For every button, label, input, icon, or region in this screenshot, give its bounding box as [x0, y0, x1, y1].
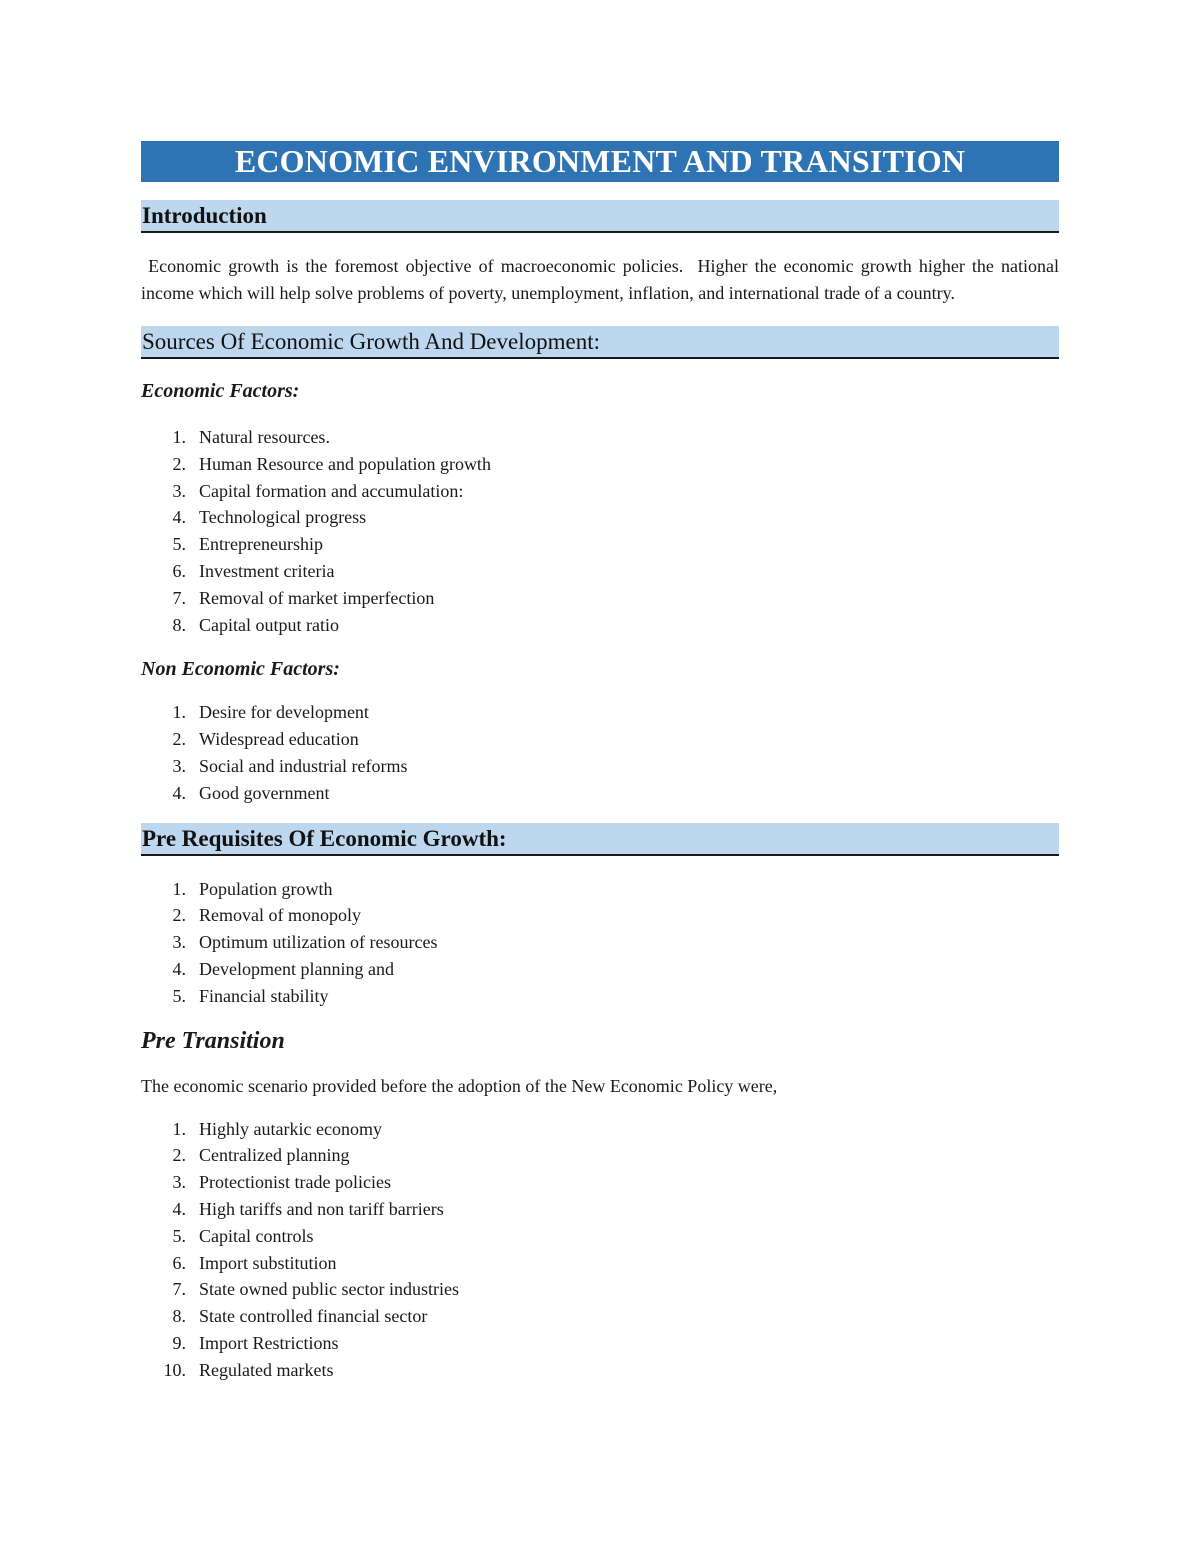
list-item	[141, 478, 1059, 505]
economic-factors-heading: Economic Factors:	[141, 380, 300, 402]
section-heading-sources	[141, 326, 1059, 359]
list-item-number: 6.	[172, 1252, 186, 1273]
prerequisites-list	[141, 876, 1059, 1010]
list-item	[141, 504, 1059, 531]
list-item	[141, 1142, 1059, 1169]
list-item-text: Social and industrial reforms	[199, 755, 408, 776]
pre-transition-list	[141, 1116, 1059, 1384]
list-item-text: Widespread education	[199, 729, 359, 750]
list-item-text: Highly autarkic economy	[199, 1118, 382, 1139]
list-item-text: Desire for development	[199, 702, 369, 723]
economic-factors-list	[141, 424, 1059, 638]
list-item	[141, 902, 1059, 929]
list-item-text: Capital formation and accumulation:	[199, 480, 464, 501]
list-item-text: Centralized planning	[199, 1145, 350, 1166]
list-item-text: Import Restrictions	[199, 1332, 339, 1353]
list-item	[141, 585, 1059, 612]
list-item-text: Technological progress	[199, 507, 367, 528]
list-item-text: Removal of market imperfection	[199, 587, 435, 608]
list-item	[141, 1116, 1059, 1143]
list-item-number: 1.	[172, 702, 186, 723]
list-item	[141, 1303, 1059, 1330]
list-item-number: 5.	[172, 985, 186, 1006]
list-item-text: Capital controls	[199, 1225, 314, 1246]
list-item-number: 9.	[172, 1332, 186, 1353]
document-title: ECONOMIC ENVIRONMENT AND TRANSITION	[234, 143, 966, 179]
non-economic-factors-list	[141, 699, 1059, 806]
list-item	[141, 956, 1059, 983]
list-item-number: 3.	[172, 932, 186, 953]
list-item-text: Good government	[199, 782, 330, 803]
list-item-text: High tariffs and non tariff barriers	[199, 1198, 444, 1219]
list-item	[141, 983, 1059, 1010]
non-economic-factors-heading: Non Economic Factors:	[141, 658, 340, 681]
list-item-text: Financial stability	[199, 985, 329, 1006]
list-item-text: Capital output ratio	[199, 614, 339, 635]
list-item	[141, 612, 1059, 639]
list-item-number: 7.	[172, 1279, 186, 1300]
list-item	[141, 558, 1059, 585]
list-item-text: Human Resource and population growth	[199, 453, 491, 474]
list-item	[141, 531, 1059, 558]
list-item-number: 3.	[172, 1172, 186, 1193]
pre-transition-intro: The economic scenario provided before the adoption of the New Economic Policy were,	[141, 1075, 778, 1096]
list-item-number: 7.	[172, 587, 186, 608]
list-item-number: 4.	[172, 958, 186, 979]
list-item-text: State controlled financial sector	[199, 1306, 428, 1327]
list-item	[141, 753, 1059, 780]
list-item	[141, 699, 1059, 726]
section-heading-introduction	[141, 200, 1059, 233]
list-item	[141, 1357, 1059, 1384]
section-heading-prerequisites	[141, 823, 1059, 856]
list-item-text: Protectionist trade policies	[199, 1172, 391, 1193]
list-item	[141, 1276, 1059, 1303]
list-item-number: 2.	[172, 453, 186, 474]
list-item-number: 6.	[172, 560, 186, 581]
introduction-heading: Introduction	[142, 203, 267, 228]
list-item-text: State owned public sector industries	[199, 1279, 459, 1300]
list-item-number: 5.	[172, 1225, 186, 1246]
list-item-number: 2.	[172, 1145, 186, 1166]
document-page	[141, 141, 1064, 1384]
list-item-number: 1.	[172, 1118, 186, 1139]
list-item-text: Regulated markets	[199, 1359, 334, 1380]
introduction-paragraph: Economic growth is the foremost objective of macroeconomic policies. Higher the economic growth higher the national income which will help solve problems of poverty, unemployment, inflation, and international trade of a country.	[141, 256, 1064, 303]
list-item	[141, 876, 1059, 903]
list-item-number: 8.	[172, 1306, 186, 1327]
list-item	[141, 1169, 1059, 1196]
prerequisites-heading: Pre Requisites Of Economic Growth:	[142, 825, 507, 851]
list-item	[141, 451, 1059, 478]
list-item-text: Optimum utilization of resources	[199, 932, 438, 953]
list-item-text: Removal of monopoly	[199, 905, 361, 926]
list-item-text: Population growth	[199, 878, 333, 899]
list-item-number: 4.	[172, 1198, 186, 1219]
list-item	[141, 780, 1059, 807]
sources-heading: Sources Of Economic Growth And Development:	[142, 329, 600, 354]
pre-transition-heading: Pre Transition	[141, 1027, 285, 1054]
list-item-text: Natural resources.	[199, 427, 330, 447]
list-item-number: 5.	[172, 534, 186, 555]
list-item	[141, 726, 1059, 753]
title-banner	[141, 141, 1059, 182]
list-item-number: 1.	[172, 878, 186, 899]
list-item-text: Development planning and	[199, 958, 394, 979]
list-item-number: 4.	[172, 782, 186, 803]
list-item	[141, 1196, 1059, 1223]
list-item	[141, 1250, 1059, 1277]
list-item	[141, 424, 1059, 451]
list-item-number: 8.	[172, 614, 186, 635]
list-item-number: 2.	[172, 729, 186, 750]
list-item-number: 4.	[172, 507, 186, 528]
list-item-text: Entrepreneurship	[199, 534, 323, 555]
list-item-number: 10.	[163, 1359, 186, 1380]
list-item	[141, 1330, 1059, 1357]
list-item-number: 3.	[172, 755, 186, 776]
list-item-number: 2.	[172, 905, 186, 926]
list-item-text: Investment criteria	[199, 560, 335, 581]
list-item-text: Import substitution	[199, 1252, 337, 1273]
list-item	[141, 929, 1059, 956]
list-item	[141, 1223, 1059, 1250]
list-item-number: 3.	[172, 480, 186, 501]
list-item-number: 1.	[172, 427, 186, 447]
